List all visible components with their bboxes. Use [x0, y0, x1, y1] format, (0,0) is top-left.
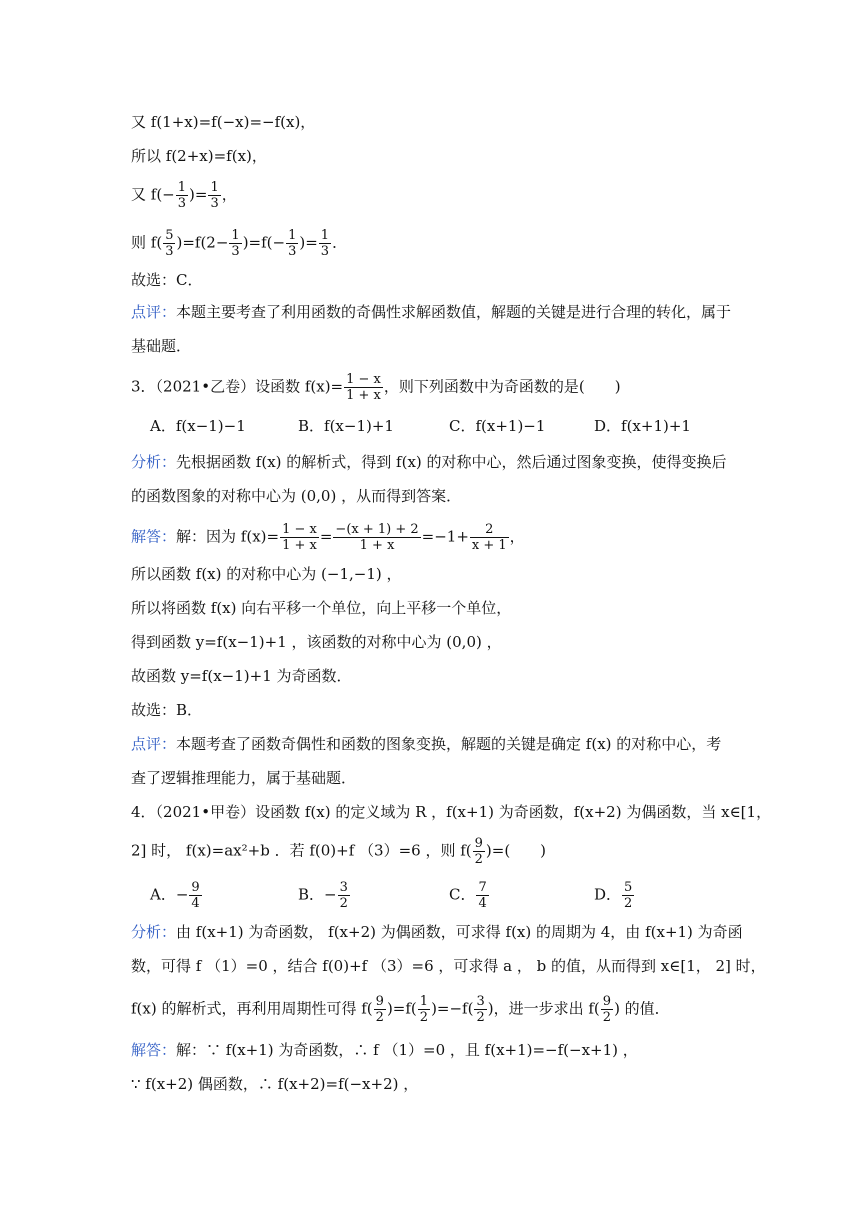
- solution-label: 解答：: [131, 1041, 177, 1059]
- analysis-line: 分析：先根据函数 f(x) 的解析式，得到 f(x) 的对称中心，然后通过图象变换，使得变换后: [131, 453, 727, 471]
- solution-line: 解答：解：因为 f(x)= $\frac{1 - x}{1 + x}$ = $\frac{-(x + 1) + 2}{1 + x}$ =−1+ $\frac{2}{x + 1}$ ，: [131, 522, 525, 553]
- option-d: D．f(x+1)+1: [594, 417, 691, 435]
- fraction: $\frac{5}{2}$: [624, 880, 633, 911]
- fraction: $\frac{1}{3}$: [210, 180, 219, 211]
- step-line: 又 f(1+x)=f(−x)=−f(x)，: [131, 113, 316, 131]
- fraction: $\frac{1}{2}$: [419, 994, 429, 1025]
- option-d: D． $\frac{5}{2}$: [594, 880, 633, 911]
- option-b: B．f(x−1)+1: [298, 417, 394, 435]
- step-line: 又 f(− $\frac{1}{3}$ )= $\frac{1}{3}$ ，: [131, 180, 237, 211]
- fraction: $\frac{1 - x}{1 + x}$: [346, 372, 381, 403]
- step-line: 所以函数 f(x) 的对称中心为 (−1,−1) ，: [131, 565, 402, 583]
- fraction: $\frac{2}{x + 1}$: [471, 522, 507, 553]
- option-c: C．f(x+1)−1: [449, 417, 546, 435]
- fraction: $\frac{9}{4}$: [191, 880, 200, 911]
- question-4-cont: 2] 时， f(x)=ax²+b ．若 f(0)+f （3）=6 ，则 f( $\frac{9}{2}$ )=( ): [131, 836, 547, 867]
- option-b: B．− $\frac{3}{2}$: [298, 880, 348, 911]
- fraction: $\frac{1}{3}$: [320, 228, 330, 259]
- solution-line: ∵ f(x+2) 偶函数，∴ f(x+2)=f(−x+2) ，: [131, 1075, 419, 1093]
- comment-line: 查了逻辑推理能力，属于基础题．: [131, 769, 357, 787]
- comment-label: 点评：: [131, 735, 177, 753]
- comment-line: 基础题．: [131, 337, 192, 355]
- option-a: A．− $\frac{9}{4}$: [150, 880, 200, 911]
- analysis-line: 的函数图象的对称中心为 (0,0) ，从而得到答案．: [131, 487, 462, 505]
- fraction: $\frac{1 - x}{1 + x}$: [282, 522, 317, 553]
- step-line: 所以 f(2+x)=f(x)，: [131, 147, 267, 165]
- analysis-line: f(x) 的解析式，再利用周期性可得 f( $\frac{9}{2}$ )=f( $\frac{1}{2}$ )=−f( $\frac{3}{2}$ )，进一步求出 f( $\frac{9}{2}$ ) 的值．: [131, 994, 670, 1025]
- fraction: $\frac{5}{3}$: [165, 228, 174, 259]
- fraction: $\frac{9}{2}$: [375, 994, 384, 1025]
- solution-label: 解答：: [131, 527, 177, 546]
- fraction: $\frac{3}{2}$: [339, 880, 348, 911]
- fraction: $\frac{3}{2}$: [476, 994, 485, 1025]
- fraction: $\frac{1}{3}$: [231, 228, 240, 259]
- analysis-line: 分析：由 f(x+1) 为奇函数， f(x+2) 为偶函数，可求得 f(x) 的周期为 4，由 f(x+1) 为奇函: [131, 923, 743, 941]
- fraction: $\frac{1}{3}$: [177, 180, 187, 211]
- question-3: 3．（2021•乙卷）设函数 f(x)= $\frac{1 - x}{1 + x}$ ，则下列函数中为奇函数的是( ): [131, 372, 621, 403]
- fraction: $\frac{9}{2}$: [602, 994, 612, 1025]
- question-4: 4．（2021•甲卷）设函数 f(x) 的定义域为 R ，f(x+1) 为奇函数，f(x+2) 为偶函数，当 x∈[1，: [131, 803, 772, 821]
- solution-line: 解答：解：∵ f(x+1) 为奇函数，∴ f （1）=0 ，且 f(x+1)=−f(−x+1) ，: [131, 1041, 638, 1059]
- comment-line: 点评：本题主要考查了利用函数的奇偶性求解函数值，解题的关键是进行合理的转化，属于: [131, 303, 732, 321]
- step-line: 所以将函数 f(x) 向右平移一个单位，向上平移一个单位，: [131, 599, 512, 617]
- option-c: C． $\frac{7}{4}$: [449, 880, 487, 911]
- answer-line: 故选：B．: [131, 701, 203, 719]
- fraction: $\frac{9}{2}$: [474, 836, 483, 867]
- analysis-line: 数，可得 f （1）=0 ，结合 f(0)+f （3）=6 ，可求得 a ， b 的值，从而得到 x∈[1， 2] 时，: [131, 957, 766, 975]
- option-a: A．f(x−1)−1: [150, 417, 246, 435]
- fraction: $\frac{7}{4}$: [478, 880, 487, 911]
- fraction: $\frac{-(x + 1) + 2}{1 + x}$: [335, 522, 419, 553]
- step-line: 则 f( $\frac{5}{3}$ )=f(2− $\frac{1}{3}$ )=f(− $\frac{1}{3}$ )= $\frac{1}{3}$ ．: [131, 228, 348, 259]
- fraction: $\frac{1}{3}$: [288, 228, 297, 259]
- step-line: 得到函数 y=f(x−1)+1 ，该函数的对称中心为 (0,0) ，: [131, 633, 502, 651]
- analysis-label: 分析：: [131, 923, 177, 941]
- analysis-label: 分析：: [131, 453, 177, 471]
- comment-line: 点评：本题考查了函数奇偶性和函数的图象变换，解题的关键是确定 f(x) 的对称中心，考: [131, 735, 722, 753]
- answer-line: 故选：C．: [131, 271, 203, 289]
- comment-label: 点评：: [131, 303, 177, 321]
- step-line: 故函数 y=f(x−1)+1 为奇函数．: [131, 667, 352, 685]
